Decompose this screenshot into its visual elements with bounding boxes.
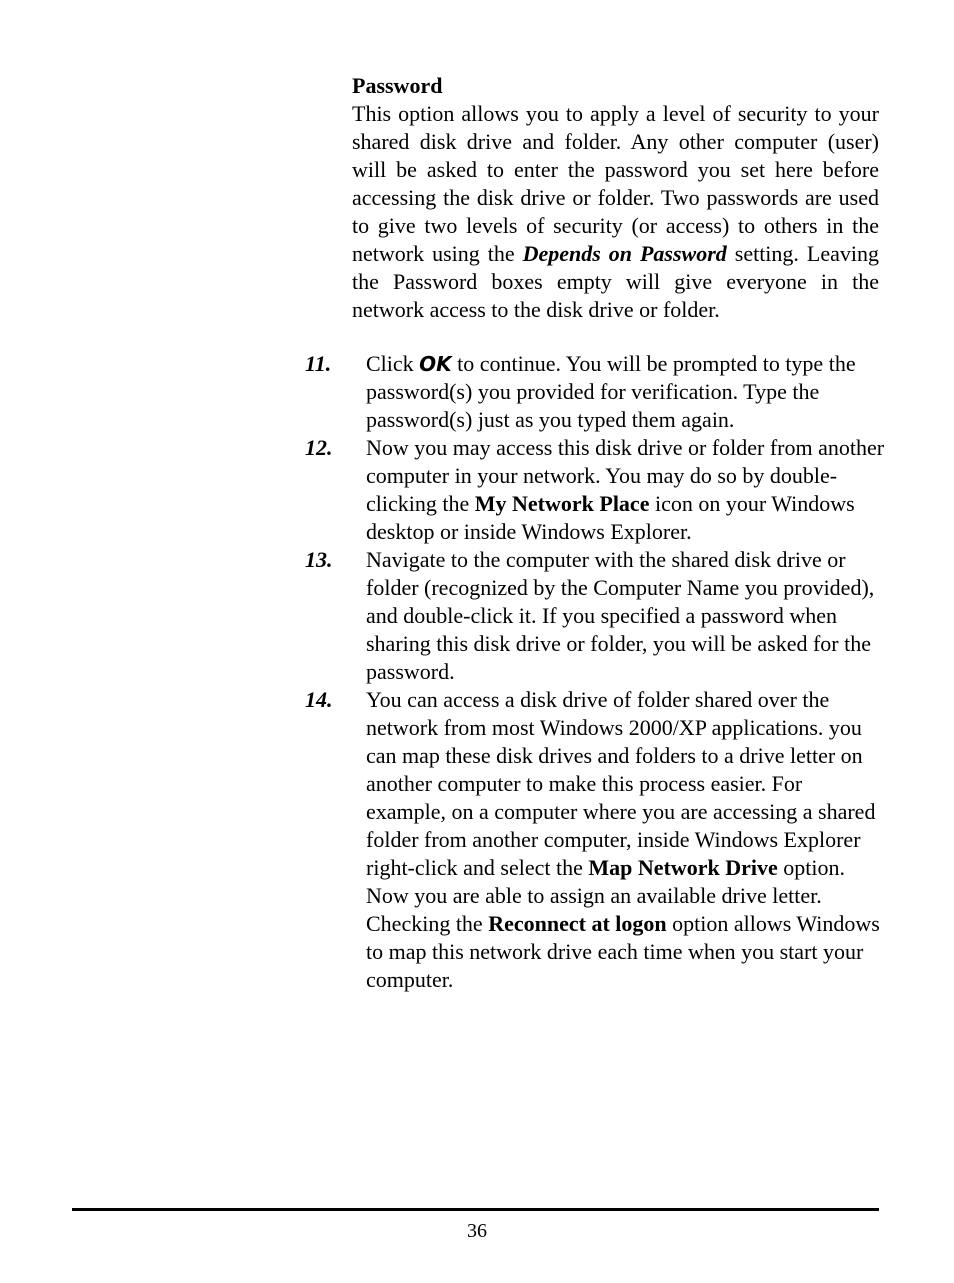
step-body (366, 686, 885, 994)
depends-on-password-emphasis: Depends on Password (522, 241, 727, 266)
step-body (366, 350, 885, 434)
step-number: 13. (305, 547, 333, 572)
steps-list (305, 350, 885, 994)
step-11 (305, 350, 885, 434)
step-number: 14. (305, 687, 333, 712)
map-network-drive-term: Map Network Drive (588, 855, 778, 880)
reconnect-at-logon-term: Reconnect at logon (488, 911, 667, 936)
my-network-place-term: My Network Place (474, 491, 650, 516)
password-section (352, 72, 879, 324)
password-heading: Password (352, 73, 443, 98)
step-body: Navigate to the computer with the shared disk drive or folder (recognized by the Computer Name you provided), and double-click it. If you specified a password when sharing this disk drive or folder, you will be asked for the password. (366, 547, 875, 684)
password-text-2: setting. Leaving the Password boxes empty will give everyone in the network access to the disk drive or folder. (352, 241, 879, 322)
step-text: Click (366, 351, 420, 376)
step-12 (305, 434, 885, 546)
step-text: Now you may access this disk drive or folder from another computer in your network. You may do so by double-clicking the (366, 435, 885, 516)
password-text-1: This option allows you to apply a level of security to your shared disk drive and folder. Any other computer (user) will be asked to enter the password you set here before accessing the disk drive or folder. Two passwords are used to give two levels of security (or access) to others in the network using the (352, 101, 879, 266)
step-14 (305, 686, 885, 994)
step-text: option. Now you are able to assign an available drive letter. Checking the (366, 855, 845, 936)
page-number: 36 (467, 1220, 487, 1242)
ok-button-label: OK (419, 352, 452, 376)
footer-divider (72, 1208, 879, 1211)
step-text: You can access a disk drive of folder shared over the network from most Windows 2000/XP applications. you can map these disk drives and folders to a drive letter on another computer to make this process easier. For example, on a computer where you are accessing a shared folder from another computer, inside Windows Explorer right-click and select the (366, 687, 876, 880)
step-text: option allows Windows to map this network drive each time when you start your computer. (366, 911, 880, 992)
step-13 (305, 546, 885, 686)
step-text: to continue. You will be prompted to type the password(s) you provided for verification. Type the password(s) just as you typed them again. (366, 351, 856, 432)
step-text: icon on your Windows desktop or inside Windows Explorer. (366, 491, 855, 544)
step-body (366, 434, 885, 546)
step-number: 11. (305, 351, 332, 376)
step-number: 12. (305, 435, 333, 460)
